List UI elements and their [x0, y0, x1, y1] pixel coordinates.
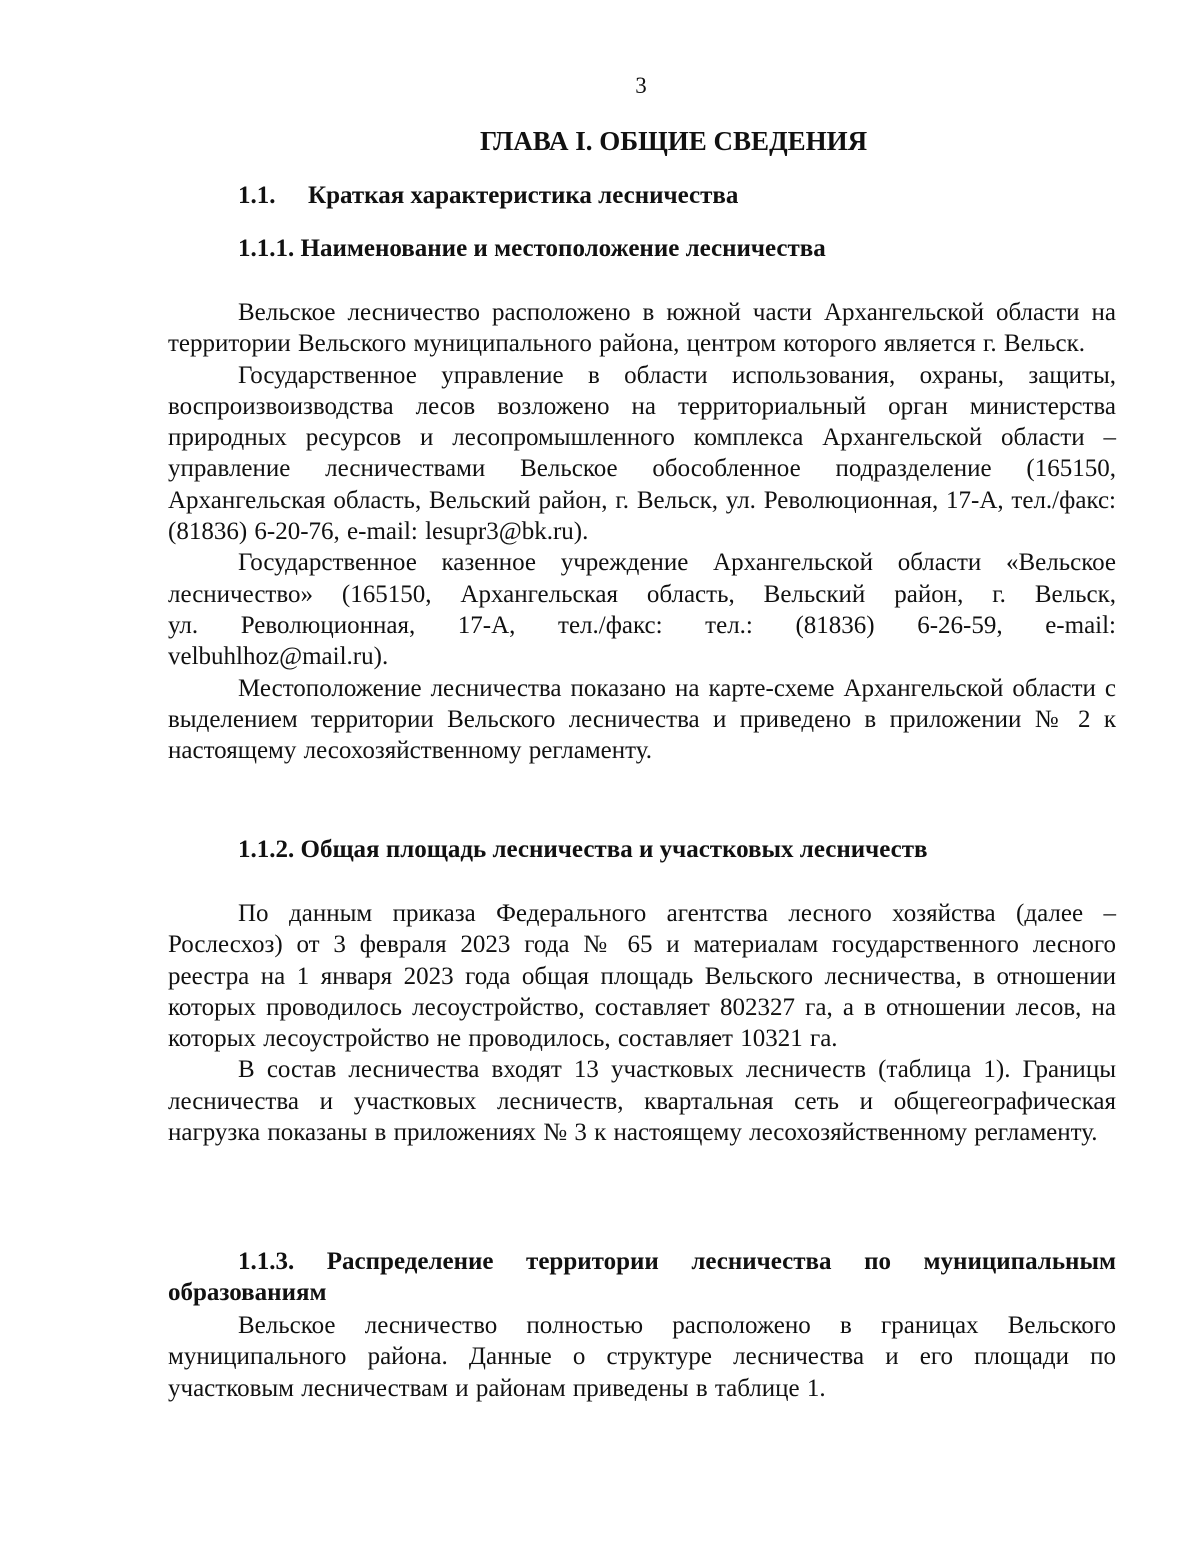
section-number: 1.1. [238, 182, 276, 209]
paragraph: В состав лесничества входят 13 участковых лесничеств (таблица 1). Границы лесничества и участковых лесничеств, квартальная сеть и общегеографическая нагрузка показаны в приложениях № 3 к настоящему лесохозяйственному регламенту. [168, 1056, 1116, 1147]
paragraph [168, 547, 1116, 672]
section-heading-1-1-2: 1.1.2. Общая площадь лесничества и участковых лесничеств [238, 836, 928, 863]
section-heading-1-1-3 [168, 1246, 1116, 1308]
paragraph: Государственное управление в области использования, охраны, защиты, воспроизвоизводства лесов возложено на территориальный орган министерства природных ресурсов и лесопромышленного комплекса Архангельской области – управление лесничествами Вельское обособленное подразделение (165150, Архангельская область, Вельский район, г. Вельск, ул. Революционная, 17-А, тел./факс: (81836) 6-20-76, e-mail: lesupr3@bk.ru). [168, 361, 1116, 546]
section-heading-1-1-1: 1.1.1. Наименование и местоположение лесничества [238, 235, 826, 262]
paragraph-line: Государственное казенное учреждение Архангельской области «Вельское [238, 549, 1116, 577]
section-1-1-3-body [168, 1310, 1116, 1404]
section-1-1-2-body [168, 898, 1116, 1148]
paragraph-line: лесничество» (165150, Архангельская область, Вельский район, г. Вельск, [168, 580, 1116, 608]
section-title: Краткая характеристика лесничества [308, 182, 739, 209]
section-1-1-1-body [168, 297, 1116, 766]
section-title: 1.1.3. Распределение территории лесничества по муниципальным образованиям [168, 1248, 1116, 1306]
paragraph: По данным приказа Федерального агентства лесного хозяйства (далее – Рослесхоз) от 3 февраля 2023 года № 65 и материалам государственного лесного реестра на 1 января 2023 года общая площадь Вельского лесничества, в отношении которых проводилось лесоустройство, составляет 802327 га, а в отношении лесов, на которых лесоустройство не проводилось, составляет 10321 га. [168, 900, 1116, 1053]
paragraph: Местоположение лесничества показано на карте-схеме Архангельской области с выделением территории Вельского лесничества и приведено в приложении № 2 к настоящему лесохозяйственному регламенту. [168, 674, 1116, 765]
paragraph-line: ул. Революционная, 17-А, тел./факс: тел.: (81836) 6-26-59, e-mail: [168, 611, 1116, 639]
paragraph-line: velbuhlhoz@mail.ru). [168, 643, 389, 671]
paragraph: Вельское лесничество расположено в южной части Архангельской области на территории Вельского муниципального района, центром которого является г. Вельск. [168, 299, 1116, 358]
paragraph: Вельское лесничество полностью расположено в границах Вельского муниципального района. Данные о структуре лесничества и его площади по участковым лесничествам и районам приведены в таблице 1. [168, 1312, 1116, 1402]
section-heading-1-1 [238, 180, 738, 212]
chapter-title: ГЛАВА I. ОБЩИЕ СВЕДЕНИЯ [480, 126, 868, 156]
page-number: 3 [635, 73, 647, 98]
